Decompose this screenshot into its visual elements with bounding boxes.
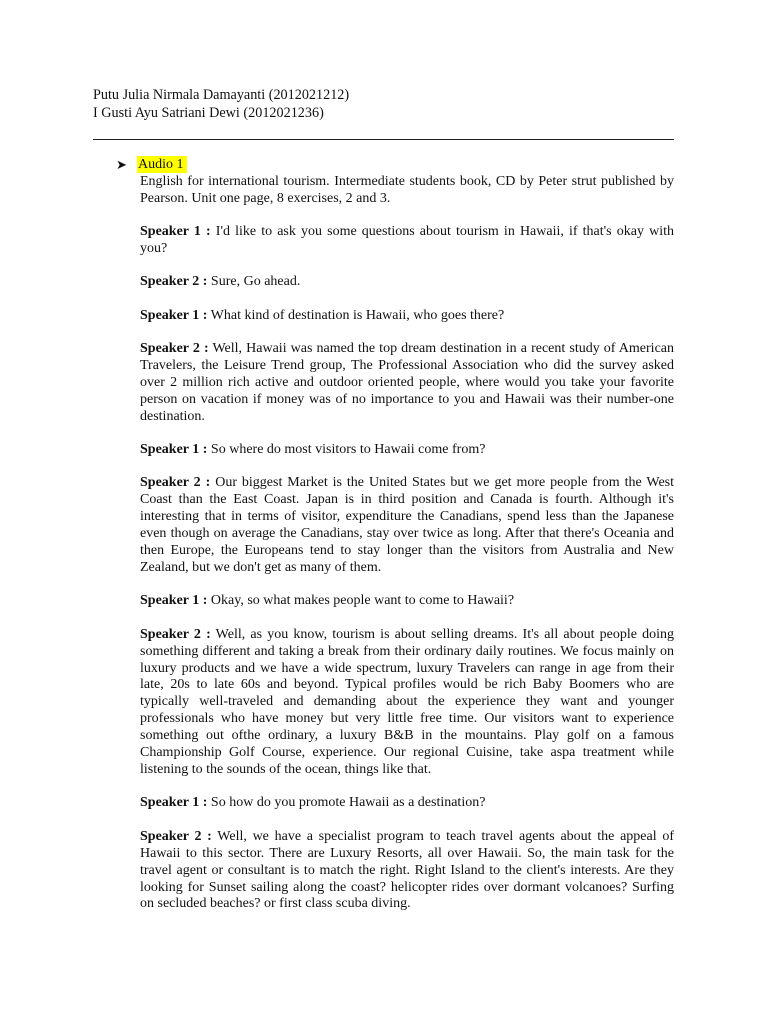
- dialogue-turn: [140, 274, 674, 291]
- header-divider: [93, 139, 674, 140]
- section-heading: Audio 1: [137, 156, 187, 173]
- author-block: [93, 86, 349, 122]
- section-heading-row: [116, 156, 187, 173]
- dialogue-text: I'd like to ask you some questions about tourism in Hawaii, if that's okay with you?: [140, 223, 674, 256]
- speaker-label: Speaker 2 :: [140, 475, 211, 491]
- author-line-1: Putu Julia Nirmala Damayanti (2012021212): [93, 87, 350, 103]
- dialogue-turn: [140, 341, 674, 426]
- speaker-label: Speaker 2 :: [140, 340, 209, 356]
- dialogue-text: Okay, so what makes people want to come to Hawaii?: [210, 593, 515, 609]
- speaker-label: Speaker 2 :: [140, 274, 208, 290]
- speaker-label: Speaker 2 :: [140, 828, 212, 844]
- author-line-2: I Gusti Ayu Satriani Dewi (2012021236): [93, 105, 324, 121]
- dialogue-text: What kind of destination is Hawaii, who goes there?: [210, 307, 505, 323]
- dialogue-turn: [140, 308, 674, 325]
- dialogue-text: So where do most visitors to Hawaii come from?: [210, 441, 486, 457]
- dialogue-text: Sure, Go ahead.: [210, 274, 301, 290]
- dialogue-turn: [140, 224, 674, 258]
- speaker-label: Speaker 1 :: [140, 795, 208, 811]
- dialogue-turn: [140, 475, 674, 576]
- speaker-label: Speaker 1 :: [140, 593, 208, 609]
- dialogue-turn: [140, 593, 674, 610]
- transcript-body: [140, 174, 674, 930]
- speaker-label: Speaker 1 :: [140, 223, 211, 239]
- dialogue-turn: [140, 442, 674, 459]
- dialogue-turn: [140, 627, 674, 779]
- dialogue-text: Well, Hawaii was named the top dream destination in a recent study of American Travelers, the Leisure Trend group, The Professional Association who did the survey asked over 2 million rich active and outdoor oriented people, where would you take your favorite person on vacation if money was of no importance to you and Hawaii was their number-one destination.: [140, 340, 674, 424]
- dialogue-text: So how do you promote Hawaii as a destination?: [210, 795, 486, 811]
- speaker-label: Speaker 1 :: [140, 307, 208, 323]
- dialogue-text: Our biggest Market is the United States but we get more people from the West Coast than the East Coast. Japan is in third position and Canada is fourth. Although it's interesting that in terms of visitor, expenditure the Canadians, spend less than the Japanese even though on average the Canadians, stay over twice as long. After that there's Oceania and then Europe, the Europeans tend to stay longer than the visitors from Australia and New Zealand, but we don't get as many of them.: [140, 475, 674, 575]
- dialogue-turn: [140, 795, 674, 812]
- dialogue-text: Well, we have a specialist program to teach travel agents about the appeal of Hawaii to this sector. There are Luxury Resorts, all over Hawaii. So, the main task for the travel agent or consultant is to match the right. Right Island to the client's interests. Are they looking for Sunset sailing along the coast? helicopter rides over dormant volcanoes? Surfing on secluded beaches? or first class scuba diving.: [140, 828, 674, 912]
- speaker-label: Speaker 2 :: [140, 626, 211, 642]
- dialogue-turn: [140, 829, 674, 914]
- dialogue-text: Well, as you know, tourism is about selling dreams. It's all about people doing something different and taking a break from their ordinary daily routines. We focus mainly on luxury products and we have a wide spectrum, luxury Travelers can range in age from their late, 20s to late 60s and beyond. Typical profiles would be rich Baby Boomers who are typically well-traveled and demanding about the experience they want and younger professionals who have money but very little free time. Our visitors want to experience something out ofthe ordinary, a luxury B&B in the mountains. Play golf on a famous Championship Golf Course, experience. Our regional Cuisine, take aspa treatment while listening to the sounds of the ocean, things like that.: [140, 626, 674, 777]
- speaker-label: Speaker 1 :: [140, 441, 208, 457]
- intro-paragraph: English for international tourism. Intermediate students book, CD by Peter strut published by Pearson. Unit one page, 8 exercises, 2 and 3.: [140, 174, 674, 206]
- arrow-bullet-icon: ➤: [116, 157, 127, 172]
